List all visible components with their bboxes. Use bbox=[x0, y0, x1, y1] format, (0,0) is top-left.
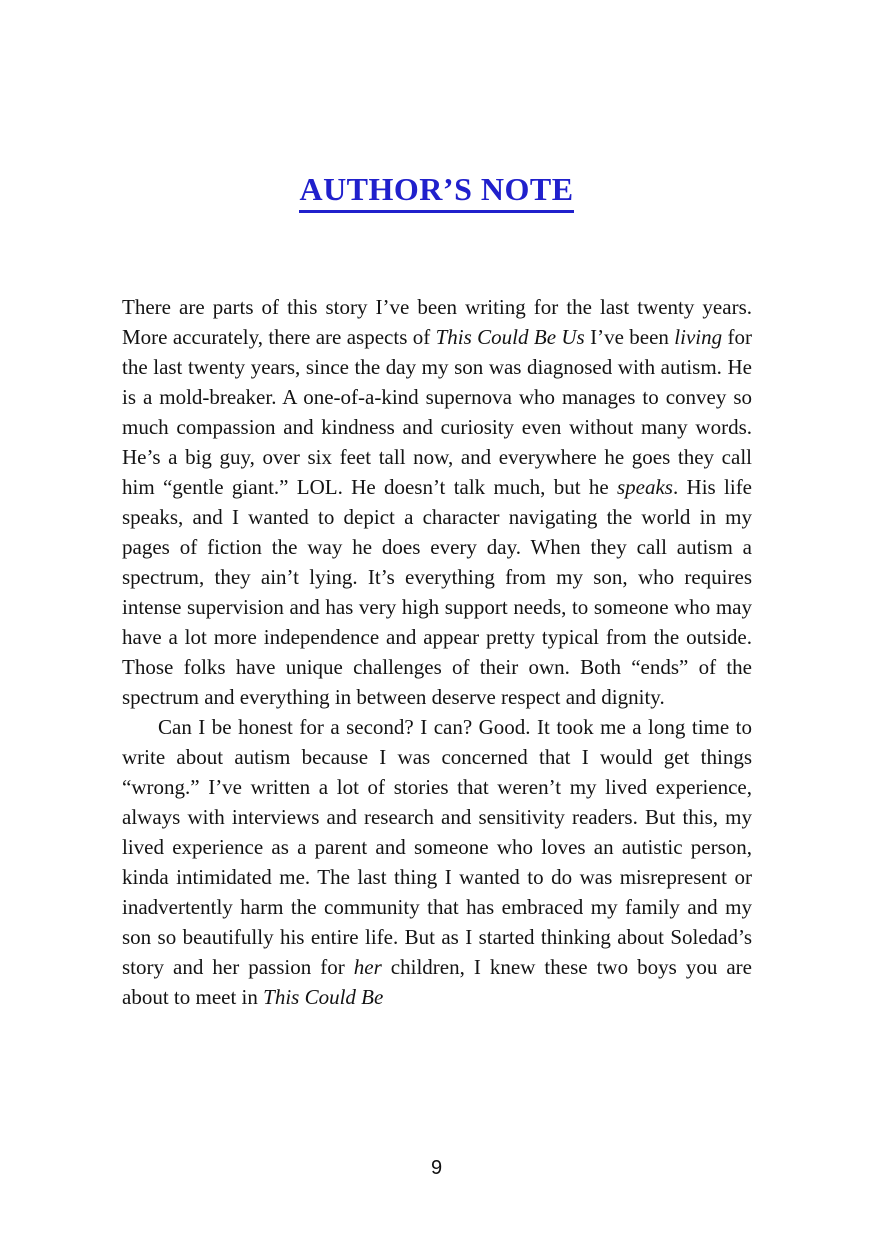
paragraph bbox=[122, 292, 752, 712]
text-run: There are parts of this story I’ve been writing for the last twenty years. More accurately, there are aspects of bbox=[122, 295, 752, 349]
italic-text-run: This Could Be bbox=[263, 985, 384, 1009]
title-row bbox=[0, 171, 873, 213]
italic-text-run: speaks bbox=[616, 475, 673, 499]
page-number: 9 bbox=[430, 1157, 443, 1179]
text-run: children, I knew these two boys you are about to meet in bbox=[122, 955, 752, 1009]
italic-text-run: living bbox=[674, 325, 723, 349]
chapter-title: AUTHOR’S NOTE bbox=[299, 171, 573, 213]
italic-text-run: This Could Be Us bbox=[435, 325, 585, 349]
text-run: for the last twenty years, since the day my son was diagnosed with autism. He is a mold-breaker. A one-of-a-kind supernova who manages to convey so much compassion and kindness and curiosity even without many words. He’s a big guy, over six feet tall now, and everywhere he goes they call him “gentle giant.” LOL. He doesn’t talk much, but he bbox=[122, 325, 752, 499]
text-run: . His life speaks, and I wanted to depict a character navigating the world in my pages of fiction the way he does every day. When they call autism a spectrum, they ain’t lying. It’s everything from my son, who requires intense supervision and has very high support needs, to someone who may have a lot more independence and appear pretty typical from the outside. Those folks have unique challenges of their own. Both “ends” of the spectrum and everything in between deserve respect and dignity. bbox=[122, 475, 753, 709]
paragraph bbox=[122, 712, 752, 1012]
body-text bbox=[122, 292, 752, 1012]
text-run: Can I be honest for a second? I can? Good. It took me a long time to write about autism because I was concerned that I would get things “wrong.” I’ve written a lot of stories that weren’t my lived experience, always with interviews and research and sensitivity readers. But this, my lived experience as a parent and someone who loves an autistic person, kinda intimidated me. The last thing I wanted to do was misrepresent or inadvertently harm the community that has embraced my family and my son so beautifully his entire life. But as I started thinking about Soledad’s story and her passion for bbox=[122, 715, 752, 979]
text-run: I’ve been bbox=[584, 325, 675, 349]
italic-text-run: her bbox=[353, 955, 382, 979]
